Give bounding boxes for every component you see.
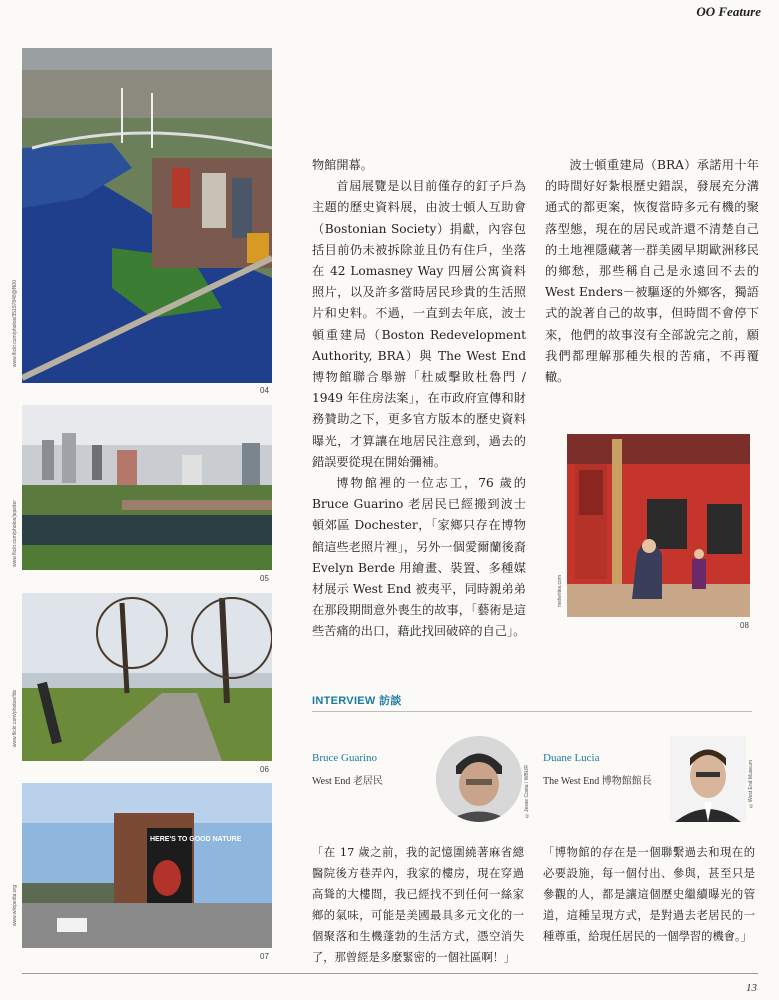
page-number: 13 [746, 982, 757, 994]
interviewee-role: West End 老居民 [312, 776, 383, 787]
interviewee-name: Bruce Guarino [312, 752, 378, 764]
photo-painting [567, 434, 750, 617]
photo-credit: melwrites.com [557, 575, 563, 607]
interviewee-name: Duane Lucia [543, 752, 600, 764]
photo-billboard-building [22, 783, 272, 948]
section-header: OO Feature [696, 4, 761, 19]
photo-number: 04 [260, 386, 269, 395]
photo-number: 08 [740, 621, 749, 630]
paragraph: 物館開幕。 [312, 158, 373, 172]
interviewee-role: The West End 博物館館長 [543, 776, 652, 787]
photo-credit: www.flickr.com/photos/fds [12, 690, 18, 748]
billboard-text: HERE'S TO GOOD NATURE [150, 836, 242, 843]
photo-credit: www.wikipedia.org [12, 885, 18, 927]
interview-quote: 「在 17 歲之前，我的記憶圍繞著麻省總醫院後方巷弄內，我家的樓房，現在穿過高聳的大樓間，我已經找不到任何一絲家鄉的氣味，可能是美國最具多元文化的一個聚落和生機蓬勃的生活方式，憑空消失了，那曾經是多麼緊密的一個社區啊！」 [312, 846, 524, 964]
paragraph: 首屆展覽是以目前僅存的釘子戶為主題的歷史資料展，由波士頓人互助會（Bostonian Society）捐獻，內容包括目前仍未被拆除並且仍有住戶，坐落在 42 Lomasney Way 四層公寓資料照片，以及許多當時居民珍貴的生活照片和史料。不過，一直到去年底，波士頓重建局（Boston Redevelopment Authority, BRA）與 The West End 博物館聯合舉辦「杜威擊敗杜魯門 / 1949 年住房法案」，在市政府宣傳和財務贊助之下，更多官方版本的歷史資料曝光，才算讓在地居民注意到，過去的錯誤要從現在開始彌補。 [312, 179, 526, 469]
photo-number: 05 [260, 574, 269, 583]
photo-credit: ©Jesse Costa / WBUR [524, 765, 530, 818]
photo-park-path [22, 593, 272, 761]
photo-credit: www.flickr.com/photos/jepeiter [12, 500, 18, 567]
article-column-2 [545, 155, 759, 388]
photo-river-bridge [22, 405, 272, 570]
photo-credit: www.flickr.com/photos/35197848@N00 [12, 280, 18, 368]
photo-credit: ©West End Museum [748, 760, 754, 809]
interview-quote: 「博物館的存在是一個聯繫過去和現在的必要設施，每一個付出、參與，甚至只是參觀的人，都是讓這個歷史繼續曝光的管道，這種呈現方式，是對過去老居民的一種尊重，給現任居民的一個學習的機會。」 [543, 846, 755, 943]
paragraph: 波士頓重建局（BRA）承諾用十年的時間好好紮根歷史錯誤，發展充分溝通式的都更案，恢復當時多元有機的聚落型態，現在的居民或許還不清楚自己的土地裡隱藏著一群美國早期歐洲移民的鄉愁，那些稱自己是永遠回不去的 West Enders－被驅逐的外鄉客，獨語式的說著自己的故事，但時間不會停下來，他們的故事沒有全部說完之前，願我們都理解那種失根的苦痛，不再覆轍。 [545, 158, 759, 385]
photo-number: 06 [260, 765, 269, 774]
photo-aerial-bridge [22, 48, 272, 383]
article-column-1 [312, 155, 526, 643]
divider [312, 711, 752, 712]
paragraph: 博物館裡的一位志工，76 歲的 Bruce Guarino 老居民已經搬到波士頓郊區 Dochester，「家鄉只存在博物館這些老照片裡」，另外一個愛爾蘭後裔 Evelyn Berde 用繪畫、裝置、多種媒材展示 West End 被夷平，同時親弟弟在那段期間意外喪生的故事，「藝術是這些苦痛的出口，藉此找回破碎的自己」。 [312, 476, 526, 639]
avatar [670, 736, 746, 822]
photo-number: 07 [260, 952, 269, 961]
avatar [436, 736, 522, 822]
interview-title: INTERVIEW 訪談 [312, 695, 402, 707]
footer-rule [22, 973, 758, 974]
